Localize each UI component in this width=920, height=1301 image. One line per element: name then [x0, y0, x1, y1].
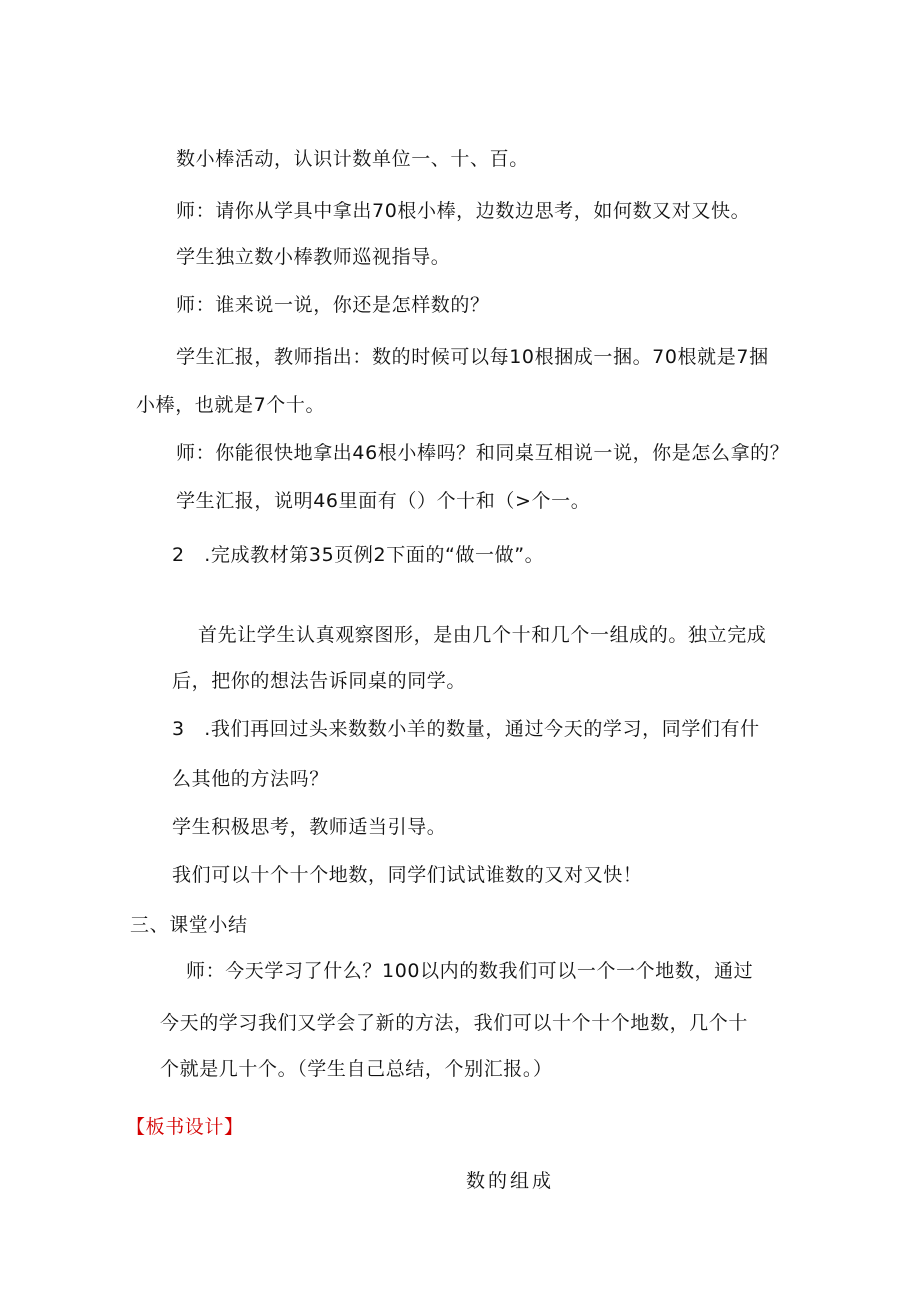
paragraph-line: 师：谁来说一说，你还是怎样数的？: [176, 294, 490, 316]
paragraph-line: 小棒，也就是7个十。: [136, 394, 326, 416]
paragraph-line: 学生汇报，教师指出：数的时候可以每10根捆成一捆。70根就是7捆: [176, 346, 769, 368]
paragraph-line: 个就是几十个。（学生自己总结，个别汇报。）: [160, 1058, 553, 1080]
paragraph-line: 后，把你的想法告诉同桌的同学。: [172, 670, 467, 692]
paragraph-line: 今天的学习我们又学会了新的方法，我们可以十个十个地数，几个十: [160, 1012, 749, 1034]
board-title: 数的组成: [466, 1170, 555, 1192]
paragraph-line: 师：请你从学具中拿出70根小棒，边数边思考，如何数又对又快。: [176, 200, 751, 222]
paragraph-line: 首先让学生认真观察图形，是由几个十和几个一组成的。独立完成: [198, 624, 767, 646]
list-item-3: 3 .我们再回过头来数数小羊的数量，通过今天的学习，同学们有什: [172, 718, 760, 740]
paragraph-line: 师：你能很快地拿出46根小棒吗？和同桌互相说一说，你是怎么拿的？: [176, 442, 790, 464]
section-heading: 三、课堂小结: [130, 914, 248, 936]
list-item-2: 2 .完成教材第35页例2下面的“做一做”。: [172, 544, 545, 566]
paragraph-line: 我们可以十个十个地数，同学们试试谁数的又对又快！: [172, 864, 643, 886]
paragraph-line: 师：今天学习了什么？100以内的数我们可以一个一个地数，通过: [186, 960, 754, 982]
paragraph-line: 学生汇报，说明46里面有（）个十和（>个一。: [176, 490, 591, 512]
paragraph-line: 学生积极思考，教师适当引导。: [172, 816, 447, 838]
paragraph-line: 学生独立数小棒教师巡视指导。: [176, 246, 451, 268]
paragraph-line: 数小棒活动，认识计数单位一、十、百。: [176, 148, 529, 170]
paragraph-line: 么其他的方法吗？: [172, 768, 329, 790]
board-design-heading: 【板书设计】: [126, 1116, 244, 1138]
